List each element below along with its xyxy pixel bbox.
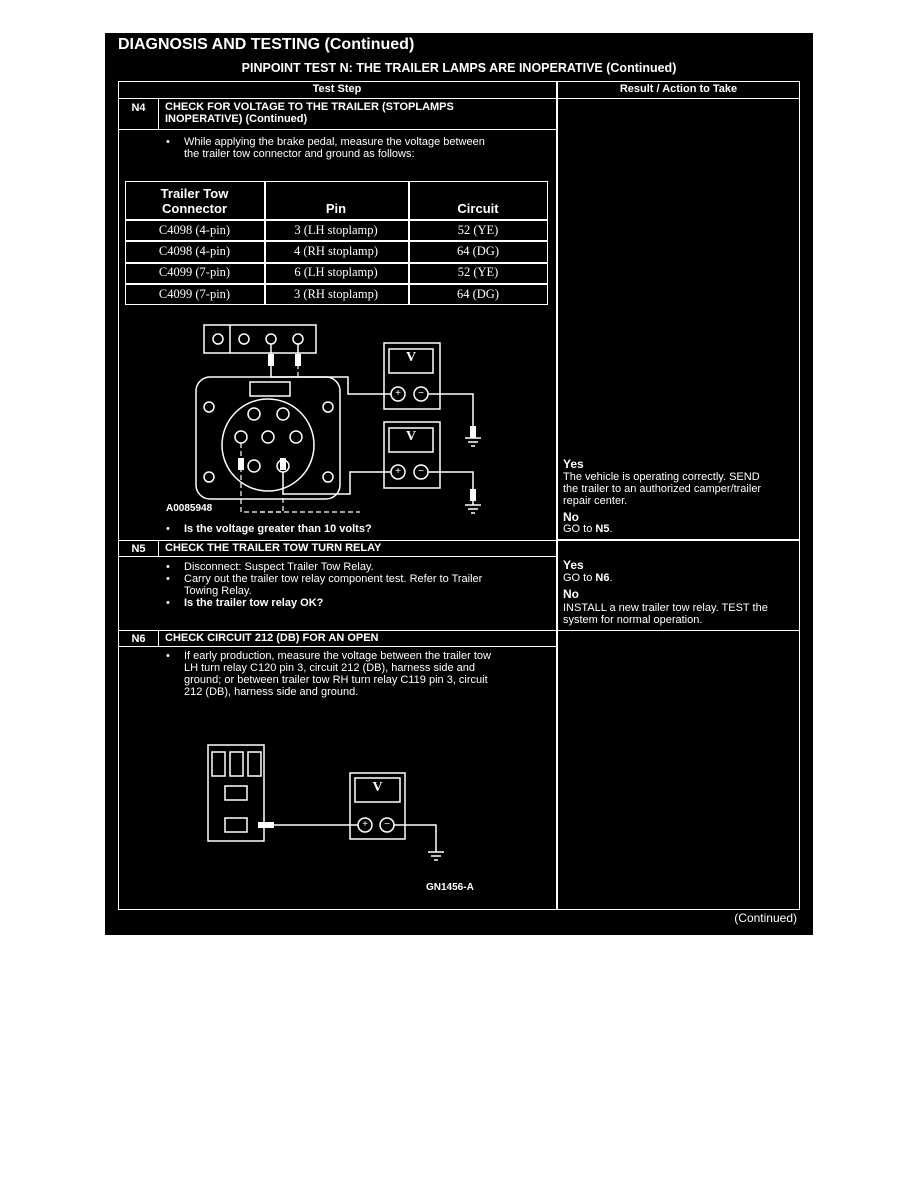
pin-table-cell: 3 (LH stoplamp) bbox=[294, 223, 378, 237]
pin-table-cell: 52 (YE) bbox=[457, 265, 499, 279]
n5-bullet-1-text: Disconnect: Suspect Trailer Tow Relay. bbox=[184, 561, 374, 573]
pin-table-cell: 64 (DG) bbox=[456, 287, 499, 301]
pin-table-cell: 4 (RH stoplamp) bbox=[293, 244, 379, 258]
n4-bullet-1-line1: While applying the brake pedal, measure the voltage between bbox=[184, 136, 485, 148]
page-title: DIAGNOSIS AND TESTING (Continued) bbox=[118, 36, 415, 53]
n4-title-line2: INOPERATIVE) (Continued) bbox=[165, 113, 308, 125]
column-header-test-step: Test Step bbox=[312, 83, 362, 95]
meter-3-symbol: V bbox=[372, 780, 383, 795]
n6-bullet-1-line3: ground; or between trailer tow RH turn relay C119 pin 3, circuit bbox=[184, 674, 488, 686]
continued-label: (Continued) bbox=[734, 911, 797, 925]
pin-table-cell: C4098 (4-pin) bbox=[158, 223, 231, 237]
pin-table-cell: C4099 (7-pin) bbox=[158, 287, 231, 301]
pin-table-cell: C4098 (4-pin) bbox=[158, 244, 231, 258]
n5-no-line1: INSTALL a new trailer tow relay. TEST the bbox=[563, 602, 768, 614]
meter-1-symbol: V bbox=[405, 350, 417, 365]
n4-no-label: No bbox=[563, 510, 579, 524]
n4-no-pre: GO to bbox=[563, 523, 596, 535]
meter-3-minus: − bbox=[384, 819, 390, 830]
n6-title: CHECK CIRCUIT 212 (DB) FOR AN OPEN bbox=[165, 632, 379, 644]
pin-table-header-circuit: Circuit bbox=[457, 201, 499, 216]
meter-3-plus: + bbox=[362, 819, 368, 830]
pin-table-header-pin: Pin bbox=[325, 201, 347, 216]
column-header-result: Result / Action to Take bbox=[619, 83, 738, 95]
pin-table-cell: C4099 (7-pin) bbox=[158, 265, 231, 279]
n4-no-post: . bbox=[609, 523, 613, 535]
n5-title: CHECK THE TRAILER TOW TURN RELAY bbox=[165, 542, 382, 554]
pin-table-cell: 52 (YE) bbox=[457, 223, 499, 237]
n5-step-id: N5 bbox=[131, 543, 146, 555]
n6-step-id: N6 bbox=[131, 633, 146, 645]
bullet-glyph: • bbox=[166, 573, 170, 585]
relay-box bbox=[208, 745, 264, 841]
bullet-glyph: • bbox=[166, 650, 170, 662]
bullet-glyph: • bbox=[166, 523, 170, 535]
n5-yes-post: . bbox=[609, 572, 613, 584]
test-title: PINPOINT TEST N: THE TRAILER LAMPS ARE INOPERATIVE (Continued) bbox=[241, 61, 677, 75]
n6-bullet-1-line4: 212 (DB), harness side and ground. bbox=[184, 686, 359, 698]
n6-bullet-1-line1: If early production, measure the voltage between the trailer tow bbox=[184, 650, 491, 662]
n4-figure-id: A0085948 bbox=[166, 503, 213, 514]
meter-1-minus: − bbox=[418, 388, 424, 399]
n5-no-line2: system for normal operation. bbox=[563, 614, 703, 626]
n4-yes-line1: The vehicle is operating correctly. SEND bbox=[563, 471, 760, 483]
n4-yes-line2: the trailer to an authorized camper/trailer bbox=[563, 483, 762, 495]
n4-title-line1: CHECK FOR VOLTAGE TO THE TRAILER (STOPLAMPS bbox=[165, 101, 454, 113]
pin-table-cell: 64 (DG) bbox=[456, 244, 499, 258]
pin-table-cell: 6 (LH stoplamp) bbox=[294, 265, 378, 279]
n4-no-target[interactable]: N5 bbox=[595, 523, 610, 535]
n6-bullet-1-line2: LH turn relay C120 pin 3, circuit 212 (DB), harness side and bbox=[184, 662, 476, 674]
n4-question-text: Is the voltage greater than 10 volts? bbox=[184, 523, 372, 535]
pin-table-header-connector-line2: Connector bbox=[162, 201, 227, 216]
n5-bullet-2-line1: Carry out the trailer tow relay component test. Refer to Trailer bbox=[184, 573, 483, 585]
n5-question-text: Is the trailer tow relay OK? bbox=[184, 597, 324, 609]
meter-1-plus: + bbox=[395, 388, 401, 399]
n6-figure-id: GN1456-A bbox=[426, 882, 474, 893]
n5-no-label: No bbox=[563, 587, 579, 601]
n5-yes-target[interactable]: N6 bbox=[595, 572, 610, 584]
n5-yes-label: Yes bbox=[563, 558, 584, 572]
meter-2-plus: + bbox=[395, 466, 401, 477]
pin-table-cell: 3 (RH stoplamp) bbox=[293, 287, 379, 301]
n5-yes-pre: GO to bbox=[563, 572, 596, 584]
n4-bullet-1-line2: the trailer tow connector and ground as follows: bbox=[184, 148, 415, 160]
bullet-glyph: • bbox=[166, 597, 170, 609]
n4-step-id: N4 bbox=[131, 102, 146, 114]
bullet-glyph: • bbox=[166, 136, 170, 148]
meter-2-symbol: V bbox=[405, 429, 417, 444]
bullet-glyph: • bbox=[166, 561, 170, 573]
pin-table-header-connector-line1: Trailer Tow bbox=[160, 186, 229, 201]
n4-yes-label: Yes bbox=[563, 457, 584, 471]
n4-yes-line3: repair center. bbox=[563, 495, 628, 507]
meter-2-minus: − bbox=[418, 466, 424, 477]
n5-bullet-2-line2: Towing Relay. bbox=[184, 585, 252, 597]
